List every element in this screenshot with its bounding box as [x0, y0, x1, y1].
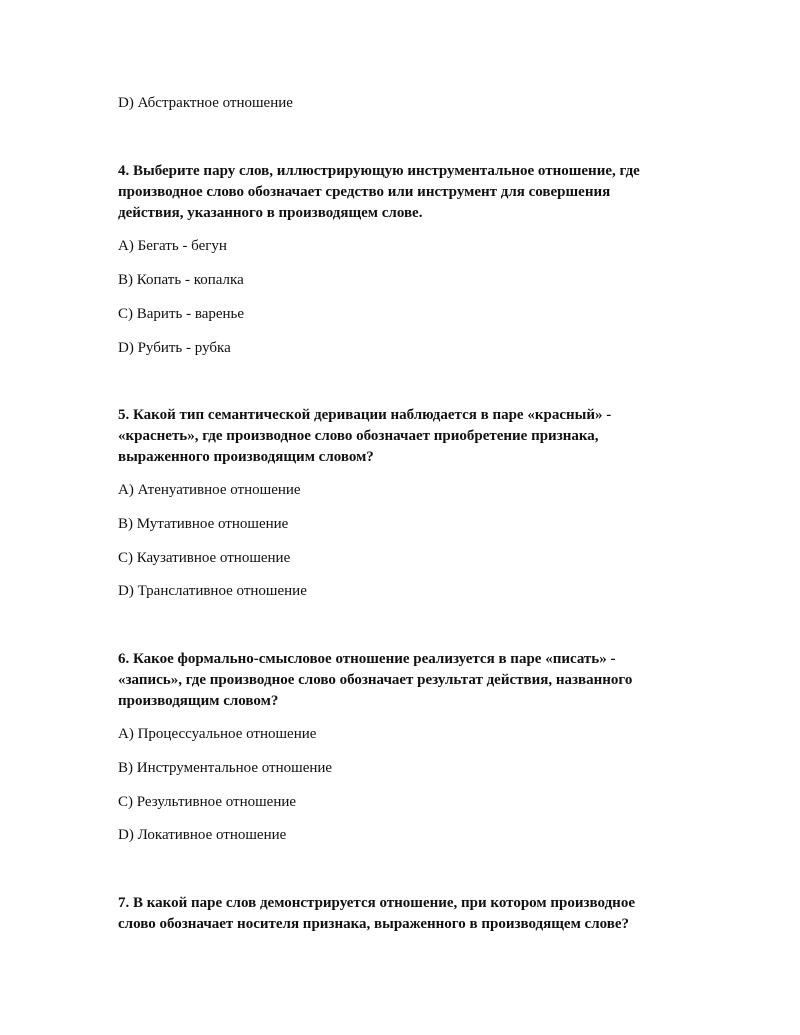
question-6-line-3: производящим словом? [118, 693, 279, 709]
question-5-line-2: «краснеть», где производное слово обозначает приобретение признака, [118, 428, 599, 444]
question-4-line-3: действия, указанного в производящем слове. [118, 205, 423, 221]
question-4-option-b: B) Копать - копалка [118, 272, 244, 288]
question-5-option-c: C) Каузативное отношение [118, 550, 291, 566]
question-6-option-a: A) Процессуальное отношение [118, 726, 317, 742]
question-5-line-1: 5. Какой тип семантической деривации наблюдается в паре «красный» - [118, 407, 612, 423]
question-7-line-2: слово обозначает носителя признака, выраженного в производящем слове? [118, 916, 630, 932]
question-5-option-d: D) Транслативное отношение [118, 583, 307, 599]
question-6-line-2: «запись», где производное слово обозначает результат действия, названного [118, 672, 633, 688]
question-5-line-3: выраженного производящим словом? [118, 449, 374, 465]
question-6-option-c: C) Результивное отношение [118, 794, 297, 810]
question-4-option-c: C) Варить - варенье [118, 306, 245, 322]
question-5-option-b: B) Мутативное отношение [118, 516, 289, 532]
question-7-line-1: 7. В какой паре слов демонстрируется отношение, при котором производное [118, 895, 635, 911]
question-6-option-b: B) Инструментальное отношение [118, 760, 333, 776]
question-4-option-d: D) Рубить - рубка [118, 340, 231, 356]
question-4-line-1: 4. Выберите пару слов, иллюстрирующую инструментальное отношение, где [118, 163, 640, 179]
question-4-line-2: производное слово обозначает средство или инструмент для совершения [118, 184, 611, 200]
question-5-option-a: A) Атенуативное отношение [118, 482, 301, 498]
question-6-line-1: 6. Какое формально-смысловое отношение реализуется в паре «писать» - [118, 651, 616, 667]
question-4-option-a: A) Бегать - бегун [118, 238, 227, 254]
option-d-previous: D) Абстрактное отношение [118, 95, 293, 111]
question-6-option-d: D) Локативное отношение [118, 827, 287, 843]
